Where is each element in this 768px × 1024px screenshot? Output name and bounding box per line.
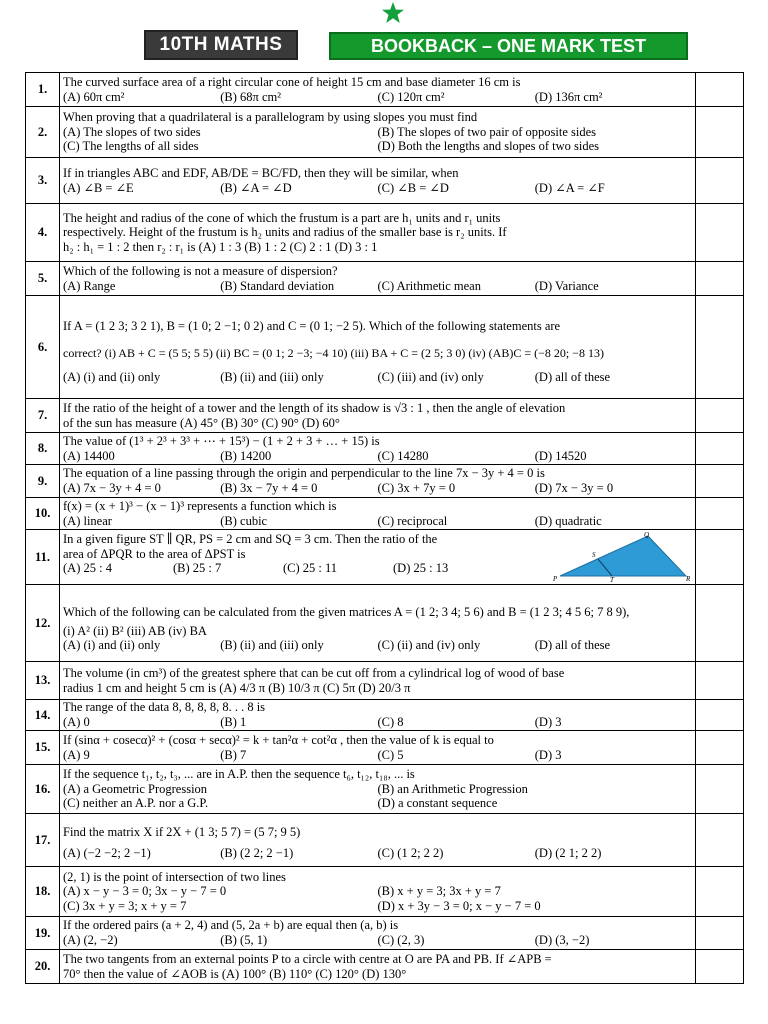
question-row [26,107,744,158]
answer-box[interactable] [696,433,744,465]
answer-box[interactable] [696,204,744,262]
question-body [60,204,696,262]
option-b: (B) (2 2; 2 −1) [220,846,294,860]
option-b: (B) The slopes of two pair of opposite sides [377,124,596,139]
option-a: (A) ∠B = ∠E [63,180,134,195]
question-text: Find the matrix X if 2X + (1 3; 5 7) = (5 7; 9 5) [63,825,301,840]
question-row [26,867,744,917]
question-body [60,296,696,399]
question-number: 4. [26,204,60,262]
option-a: (A) 60π cm² [63,89,125,104]
answer-box[interactable] [696,296,744,399]
options [63,899,692,914]
options [63,638,692,653]
question-text: correct? (i) AB + C = (5 5; 5 5) (ii) BC = (0 1; 2 −3; −4 10) (iii) BA + C = (2 5; 3 0) (iv) (AB)C = (−8 20; −8 13) [63,345,604,360]
question-text: Which of the following is not a measure of dispersion? [63,263,338,278]
question-number: 14. [26,700,60,731]
label-t: T [610,576,614,582]
option-c: (C) (2, 3) [377,933,425,947]
answer-box[interactable] [696,399,744,433]
label-q: Q [644,532,650,539]
question-body [60,585,696,662]
options [63,715,692,730]
option-a: (A) x − y − 3 = 0; 3x − y − 7 = 0 [63,884,227,899]
question-text: The height and radius of the cone of which the frustum is a part are h₁ units and r₁ units [63,210,501,225]
options [63,125,692,140]
answer-box[interactable] [696,662,744,700]
question-text: respectively. Height of the frustum is h₂ units and radius of the smaller base is r₂ units. If [63,225,507,240]
question-body [60,917,696,950]
question-row [26,530,744,585]
options [63,748,692,763]
question-body [60,867,696,917]
question-body [60,662,696,700]
question-text: The value of (1³ + 2³ + 3³ + ⋯ + 15³) − (1 + 2 + 3 + … + 15) is [63,433,380,448]
option-b: (B) x + y = 3; 3x + y = 7 [377,884,501,899]
options [63,90,692,105]
option-c: (C) (ii) and (iv) only [377,638,481,653]
option-b: (B) (ii) and (iii) only [220,370,324,385]
question-text: When proving that a quadrilateral is a parallelogram by using slopes you must find [63,110,478,125]
class-title-badge: 10TH MATHS [144,30,298,60]
question-text: If A = (1 2 3; 3 2 1), B = (1 0; 2 −1; 0 2) and C = (0 1; −2 5). Which of the following statements are [63,319,561,334]
option-c: (C) 14280 [377,448,429,463]
question-row [26,765,744,814]
question-number: 1. [26,73,60,107]
question-number: 2. [26,107,60,158]
answer-box[interactable] [696,73,744,107]
options [63,933,692,948]
options [63,279,692,294]
option-a: (A) 7x − 3y + 4 = 0 [63,481,161,495]
option-a: (A) (−2 −2; 2 −1) [63,846,151,860]
question-text: The volume (in cm³) of the greatest sphere that can be cut off from a cylindrical log of wood of base [63,665,565,680]
option-b: (B) (5, 1) [220,933,268,947]
option-c: (C) 3x + 7y = 0 [377,481,456,495]
question-text: The range of the data 8, 8, 8, 8, 8. . . 8 is [63,700,266,715]
option-d: (D) Variance [534,278,599,293]
options [63,370,692,385]
option-d: (D) (3, −2) [534,933,590,947]
option-b: (B) Standard deviation [220,278,335,293]
answer-box[interactable] [696,158,744,204]
question-row [26,465,744,498]
option-b: (B) 68π cm² [220,89,281,104]
option-a: (A) Range [63,278,116,293]
option-b: (B) 14200 [220,448,272,463]
options [63,561,503,576]
option-a: (A) 0 [63,715,90,729]
question-body [60,262,696,296]
option-d: (D) a constant sequence [377,796,498,811]
option-c: (C) (1 2; 2 2) [377,846,444,860]
question-text: If the ordered pairs (a + 2, 4) and (5, 2a + b) are equal then (a, b) is [63,918,399,933]
question-body [60,530,696,585]
question-row [26,585,744,662]
question-row [26,433,744,465]
option-d: (D) x + 3y − 3 = 0; x − y − 7 = 0 [377,898,541,913]
question-table [25,72,744,984]
question-body [60,731,696,765]
option-d: (D) 3 [534,747,562,762]
question-row [26,498,744,530]
option-b: (B) 3x − 7y + 4 = 0 [220,481,318,495]
question-text: If the ratio of the height of a tower and the length of its shadow is √3 : 1 , then the angle of elevation [63,400,566,415]
question-text: If (sinα + cosecα)² + (cosα + secα)² = k + tan²α + cot²α , then the value of k is equal to [63,732,494,747]
option-d: (D) Both the lengths and slopes of two sides [377,139,600,154]
option-c: (C) Arithmetic mean [377,278,481,293]
option-d: (D) 14520 [534,448,587,463]
answer-box[interactable] [696,498,744,530]
option-a: (A) a Geometric Progression [63,781,208,796]
question-body [60,73,696,107]
option-a: (A) 9 [63,747,90,762]
option-a: (A) The slopes of two sides [63,124,201,139]
option-d: (D) ∠A = ∠F [534,180,605,195]
answer-box[interactable] [696,530,744,585]
option-b: (B) 25 : 7 [173,561,222,576]
option-c: (C) 120π cm² [377,89,445,104]
question-body [60,433,696,465]
option-d: (D) 7x − 3y = 0 [534,481,614,495]
question-number: 11. [26,530,60,585]
options [63,782,692,797]
question-text: h₂ : h₁ = 1 : 2 then r₂ : r₁ is (A) 1 : 3 (B) 1 : 2 (C) 2 : 1 (D) 3 : 1 [63,239,378,254]
option-c: (C) 3x + y = 3; x + y = 7 [63,898,187,913]
question-number: 20. [26,950,60,984]
option-a: (A) linear [63,513,112,528]
question-row [26,399,744,433]
question-text: In a given figure ST ∥ QR, PS = 2 cm and SQ = 3 cm. Then the ratio of the [63,532,438,546]
answer-box[interactable] [696,765,744,814]
question-row [26,262,744,296]
question-number: 12. [26,585,60,662]
option-a: (A) 14400 [63,448,115,463]
answer-box[interactable] [696,262,744,296]
option-d: (D) quadratic [534,513,602,528]
option-d: (D) 136π cm² [534,89,603,104]
star-icon [381,2,405,24]
option-b: (B) an Arithmetic Progression [377,781,528,796]
question-text: (i) A² (ii) B² (iii) AB (iv) BA [63,623,207,638]
options [63,846,692,861]
options [63,514,692,529]
question-body [60,107,696,158]
label-r: R [686,575,691,582]
options [63,796,692,811]
option-c: (C) 25 : 11 [283,561,338,576]
option-c: (C) (iii) and (iv) only [377,370,484,385]
question-row [26,73,744,107]
question-number: 18. [26,867,60,917]
question-text: (2, 1) is the point of intersection of two lines [63,869,286,884]
question-body [60,465,696,498]
option-b: (B) cubic [220,513,268,528]
question-number: 8. [26,433,60,465]
option-b: (B) ∠A = ∠D [220,180,292,195]
question-number: 5. [26,262,60,296]
label-s: S [592,551,596,559]
option-c: (C) reciprocal [377,513,448,528]
question-number: 3. [26,158,60,204]
question-text: area of ΔPQR to the area of ΔPST is [63,546,246,561]
options [63,481,692,496]
option-c: (C) ∠B = ∠D [377,180,449,195]
question-text: Which of the following can be calculated from the given matrices A = (1 2; 3 4; 5 6) and B = (1 2 3; 4 5 6; 7 8 9), [63,605,630,620]
answer-box[interactable] [696,585,744,662]
question-number: 15. [26,731,60,765]
answer-box[interactable] [696,731,744,765]
question-body [60,158,696,204]
option-a: (A) (2, −2) [63,933,118,947]
answer-box[interactable] [696,950,744,984]
question-body [60,950,696,984]
options [63,139,692,154]
label-p: P [553,575,558,582]
option-c: (C) 8 [377,715,404,729]
question-number: 6. [26,296,60,399]
answer-box[interactable] [696,867,744,917]
option-c: (C) The lengths of all sides [63,139,199,154]
option-c: (C) neither an A.P. nor a G.P. [63,796,209,811]
question-number: 17. [26,814,60,867]
answer-box[interactable] [696,814,744,867]
question-text: of the sun has measure (A) 45° (B) 30° (C) 90° (D) 60° [63,415,340,430]
question-text: The curved surface area of a right circular cone of height 15 cm and base diameter 16 cm is [63,74,521,89]
option-d: (D) 3 [534,715,562,729]
option-d: (D) (2 1; 2 2) [534,846,602,860]
options [63,884,692,899]
question-row [26,158,744,204]
answer-box[interactable] [696,700,744,731]
options [63,181,692,196]
question-number: 9. [26,465,60,498]
option-d: (D) 25 : 13 [393,561,449,576]
question-row [26,296,744,399]
question-text: The equation of a line passing through the origin and perpendicular to the line 7x − 3y + 4 = 0 is [63,466,545,481]
question-body [60,498,696,530]
answer-box[interactable] [696,107,744,158]
question-row [26,700,744,731]
options [63,449,692,464]
option-a: (A) (i) and (ii) only [63,370,161,385]
question-row [26,204,744,262]
question-body [60,700,696,731]
question-number: 10. [26,498,60,530]
question-row [26,950,744,984]
question-body [60,814,696,867]
question-text: The two tangents from an external points P to a circle with centre at O are PA and PB. If ∠APB = [63,951,552,966]
answer-box[interactable] [696,465,744,498]
option-a: (A) 25 : 4 [63,561,112,576]
answer-box[interactable] [696,917,744,950]
question-text: f(x) = (x + 1)³ − (x − 1)³ represents a function which is [63,498,337,513]
triangle-figure [552,532,692,582]
option-a: (A) (i) and (ii) only [63,638,161,653]
option-d: (D) all of these [534,370,611,385]
test-title-badge: BOOKBACK – ONE MARK TEST [329,32,688,60]
option-b: (B) (ii) and (iii) only [220,638,324,653]
question-row [26,917,744,950]
question-row [26,662,744,700]
option-b: (B) 1 [220,715,247,729]
question-body [60,765,696,814]
question-body [60,399,696,433]
option-c: (C) 5 [377,747,404,762]
question-number: 13. [26,662,60,700]
question-row [26,814,744,867]
question-number: 16. [26,765,60,814]
question-text: radius 1 cm and height 5 cm is (A) 4/3 π (B) 10/3 π (C) 5π (D) 20/3 π [63,680,411,695]
option-b: (B) 7 [220,747,247,762]
question-row [26,731,744,765]
question-text: 70° then the value of ∠AOB is (A) 100° (B) 110° (C) 120° (D) 130° [63,966,407,981]
question-text: If in triangles ABC and EDF, AB/DE = BC/FD, then they will be similar, when [63,165,459,180]
question-number: 19. [26,917,60,950]
question-text: If the sequence t₁, t₂, t₃, ... are in A.P. then the sequence t₆, t₁₂, t₁₈, ... is [63,767,415,782]
question-number: 7. [26,399,60,433]
option-d: (D) all of these [534,638,611,653]
